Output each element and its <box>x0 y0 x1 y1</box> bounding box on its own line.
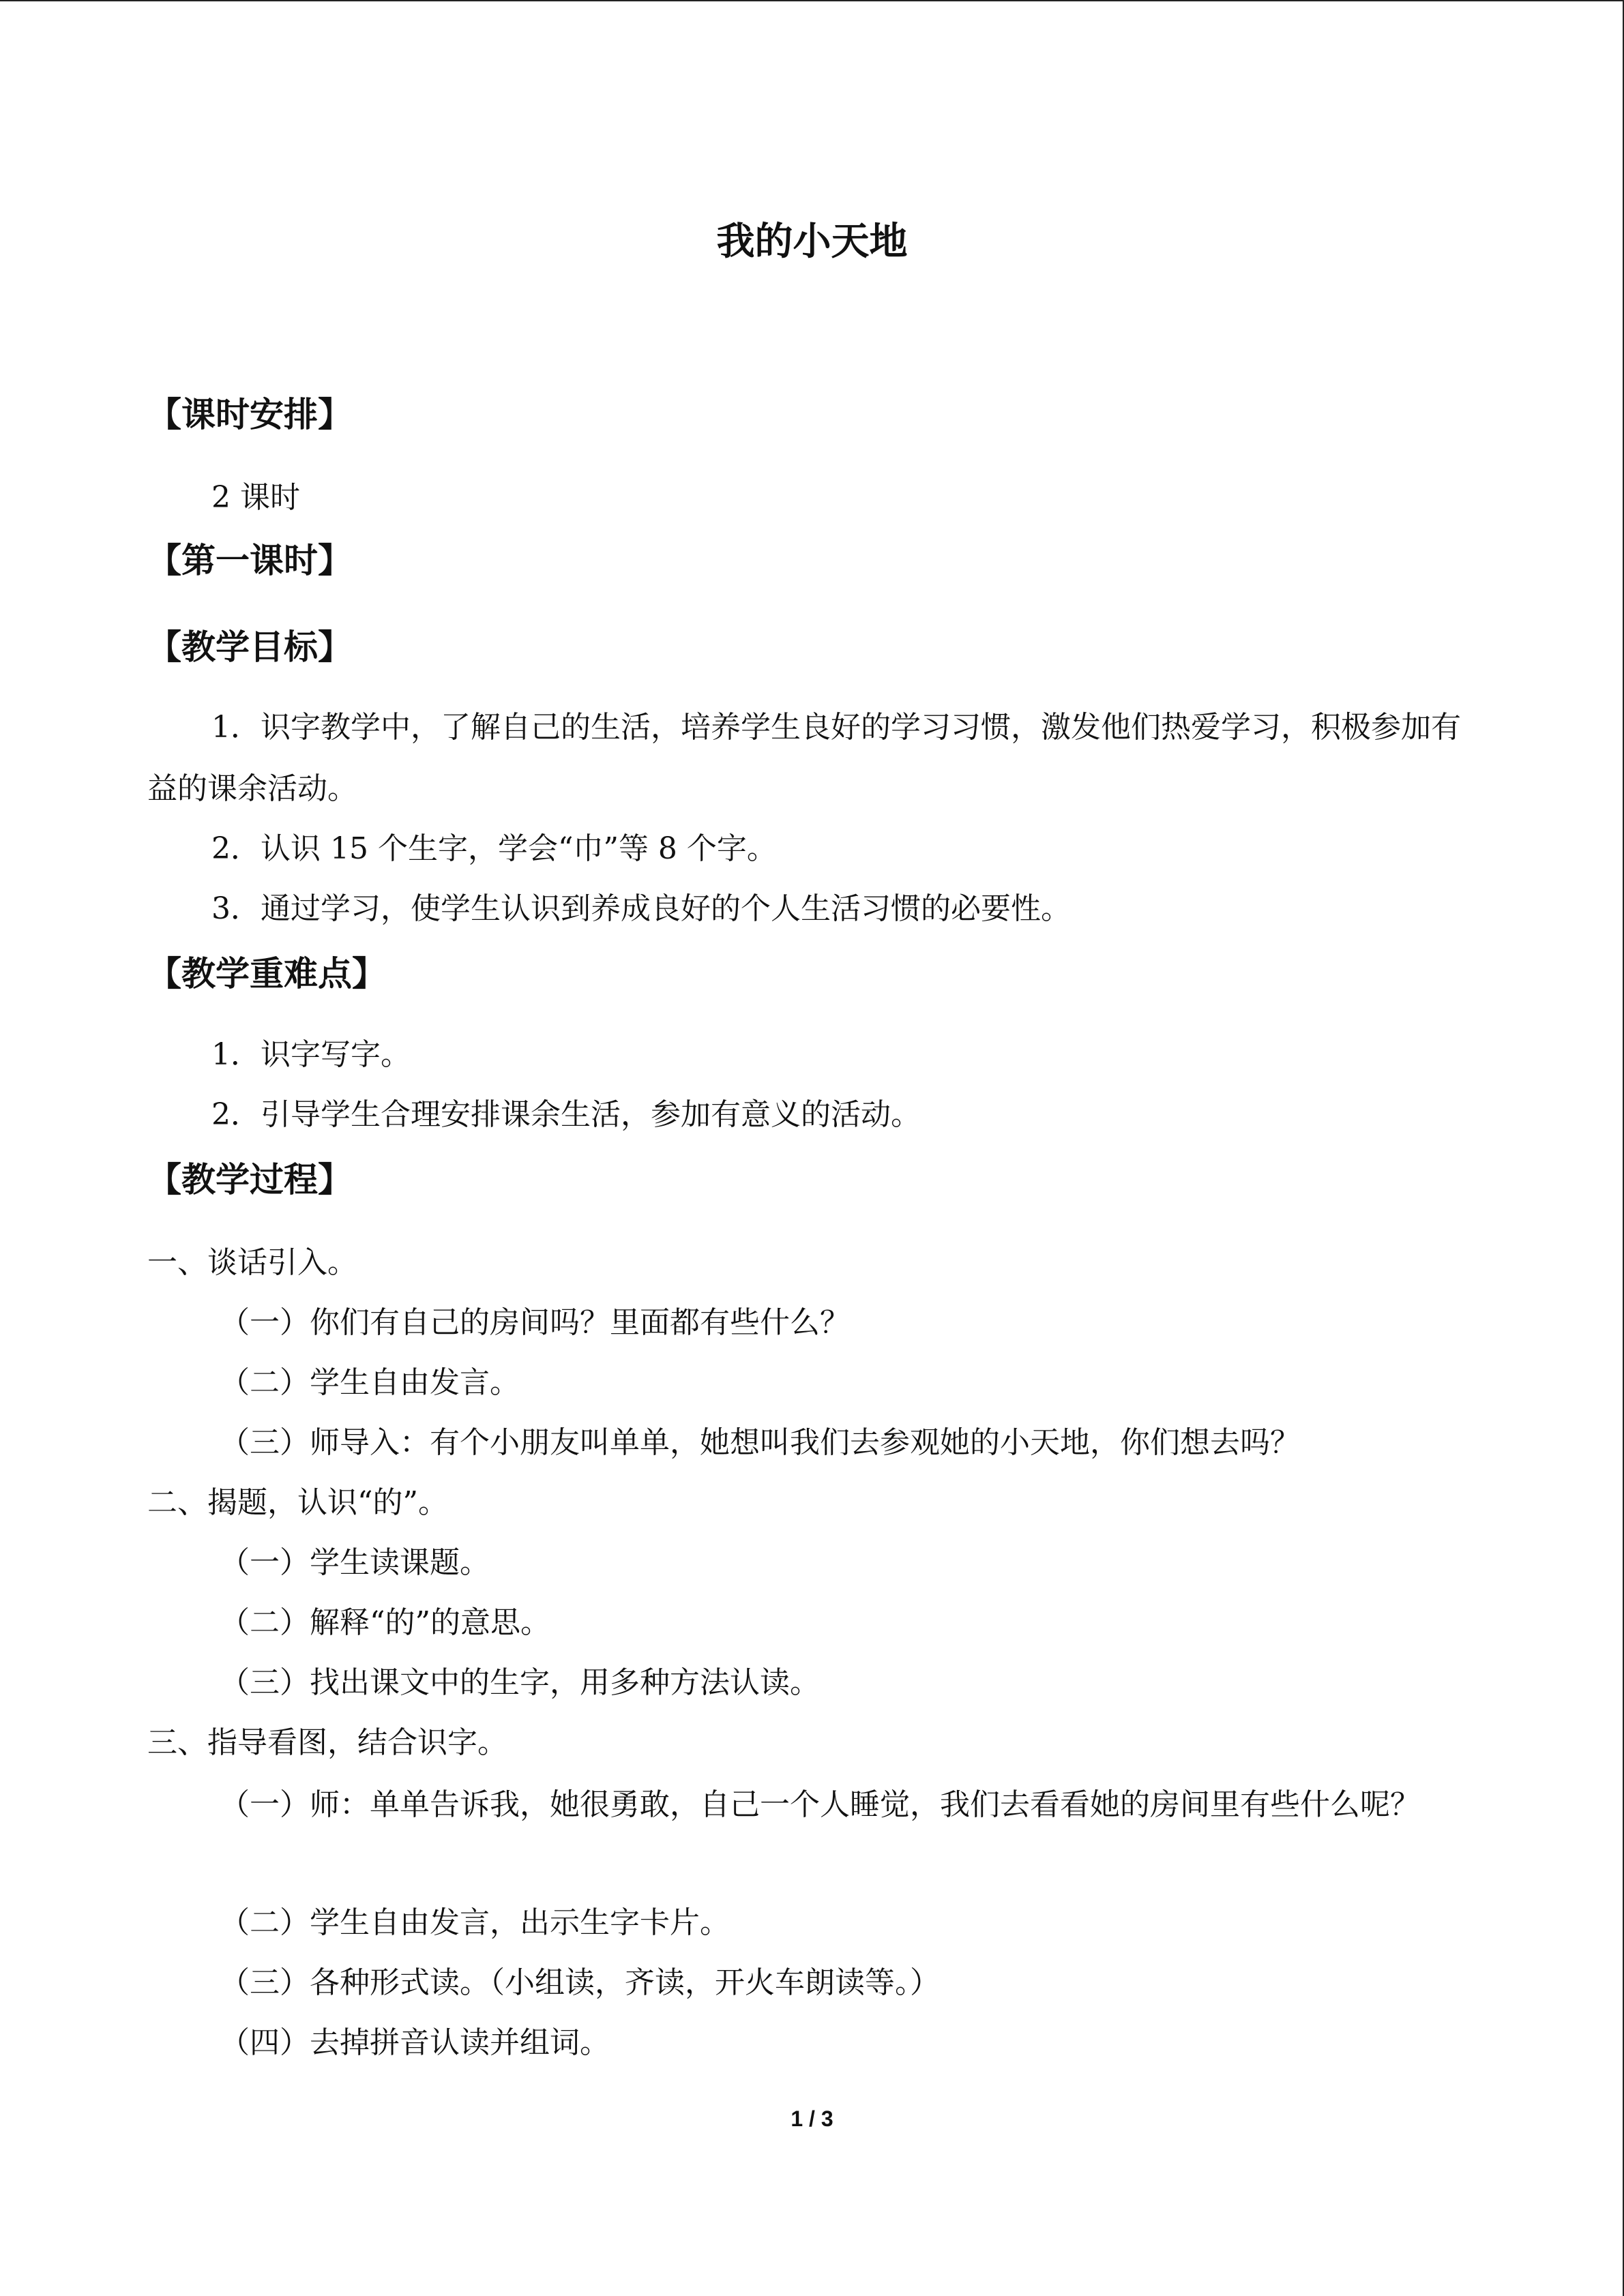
process-step-item: （一）你们有自己的房间吗？里面都有些什么？ <box>220 1305 850 1340</box>
process-step-item: （三）找出课文中的生字，用多种方法认读。 <box>220 1665 820 1700</box>
heading-process: 【教学过程】 <box>147 1160 352 1199</box>
key-point-item: 1．识字写字。 <box>211 1037 411 1072</box>
process-step-item: （一）学生读课题。 <box>220 1545 490 1580</box>
process-step-item: （三）各种形式读。（小组读，齐读，开火车朗读等。） <box>220 1965 940 2000</box>
heading-objectives: 【教学目标】 <box>147 627 352 667</box>
process-step-title: 一、谈话引入。 <box>147 1245 357 1280</box>
heading-first-lesson: 【第一课时】 <box>147 541 352 580</box>
process-step-title: 三、指导看图，结合识字。 <box>147 1725 507 1760</box>
objective-item: 3．通过学习，使学生认识到养成良好的个人生活习惯的必要性。 <box>211 891 1071 926</box>
objective-item: 1．识字教学中，了解自己的生活，培养学生良好的学习习惯，激发他们热爱学习，积极参加有益的课余活动。 <box>147 710 1461 806</box>
heading-schedule: 【课时安排】 <box>147 395 352 434</box>
process-step-item: （三）师导入：有个小朋友叫单单，她想叫我们去参观她的小天地，你们想去吗？ <box>220 1425 1300 1460</box>
document-title: 我的小天地 <box>716 220 908 264</box>
objective-item: 2．认识 15 个生字，学会“巾”等 8 个字。 <box>211 831 777 866</box>
heading-key-points: 【教学重难点】 <box>147 954 386 994</box>
page-number: 1 / 3 <box>791 2106 833 2131</box>
process-step-title: 二、揭题，认识“的”。 <box>147 1485 448 1520</box>
process-step-item: （四）去掉拼音认读并组词。 <box>220 2025 610 2060</box>
process-step-item: （二）解释“的”的意思。 <box>220 1605 550 1640</box>
key-point-item: 2．引导学生合理安排课余生活，参加有意义的活动。 <box>211 1097 921 1132</box>
process-step-item: （二）学生自由发言。 <box>220 1365 520 1400</box>
process-step-item: （一）师：单单告诉我，她很勇敢，自己一个人睡觉，我们去看看她的房间里有些什么呢？ <box>220 1787 1420 1822</box>
schedule-text: 2 课时 <box>211 480 300 515</box>
process-step-item: （二）学生自由发言，出示生字卡片。 <box>220 1905 730 1940</box>
